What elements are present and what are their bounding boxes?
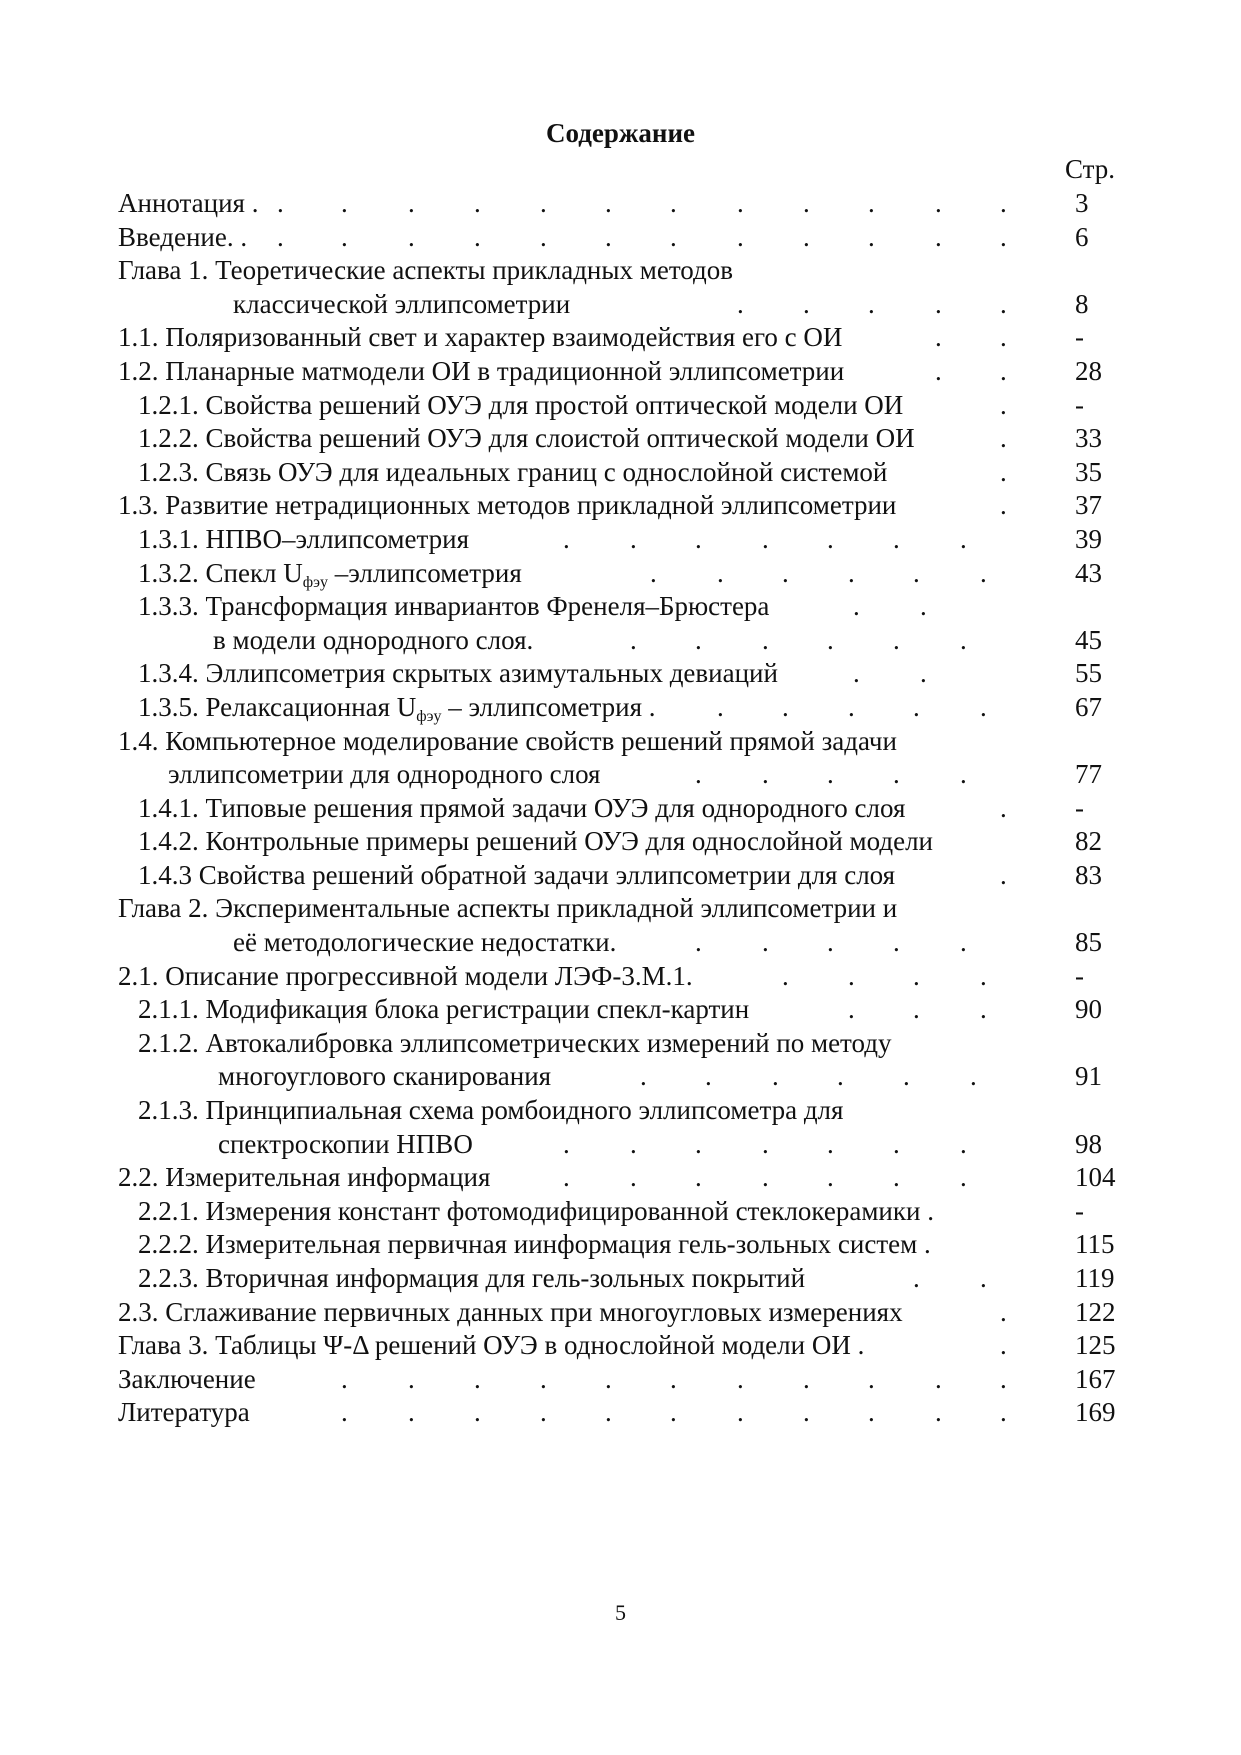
- toc-entry: 1.2.1. Свойства решений ОУЭ для простой оптической модели ОИ . -: [0, 389, 1241, 423]
- toc-entry: 1.4.1. Типовые решения прямой задачи ОУЭ для однородного слоя . -: [0, 792, 1241, 826]
- toc-entry-title: 2.1.1. Модификация блока регистрации спекл-картин: [138, 994, 750, 1025]
- page-number: 5: [615, 1600, 626, 1625]
- toc-entry-page: 37: [1075, 490, 1102, 521]
- toc-entry: 1.3.2. Спекл Uфэу –эллипсометрия . . . . . . 43: [0, 557, 1241, 591]
- toc-entry: 1.2.3. Связь ОУЭ для идеальных границ с однослойной системой . 35: [0, 456, 1241, 490]
- toc-entry-title: 2.1.3. Принципиальная схема ромбоидного эллипсометра для: [138, 1095, 844, 1126]
- toc-entry-title: 1.2.1. Свойства решений ОУЭ для простой оптической модели ОИ: [138, 389, 904, 420]
- toc-entry: Глава 3. Таблицы Ψ-Δ решений ОУЭ в однослойной модели ОИ . . 125: [0, 1329, 1241, 1363]
- toc-entry: 1.2.2. Свойства решений ОУЭ для слоистой оптической модели ОИ . 33: [0, 422, 1241, 456]
- toc-entry-page: 90: [1075, 994, 1102, 1025]
- toc-entry-title: Глава 2. Экспериментальные аспекты прикладной эллипсометрии и: [118, 893, 898, 924]
- toc-entry-page: 3: [1075, 188, 1089, 218]
- toc-entry-title: 1.1. Поляризованный свет и характер взаимодействия его с ОИ: [118, 322, 843, 353]
- toc-entry-page: 45: [1075, 624, 1102, 655]
- toc-entry-title: 1.4.1. Типовые решения прямой задачи ОУЭ для однородного слоя: [138, 792, 906, 823]
- toc-entry-title: классической эллипсометрии: [233, 288, 571, 319]
- toc-title: Содержание: [545, 118, 696, 148]
- toc-entry-title: 1.3. Развитие нетрадиционных методов прикладной эллипсометрии: [118, 490, 897, 521]
- toc-entry-page: 39: [1075, 523, 1102, 554]
- toc-entry: 1.4.3 Свойства решений обратной задачи эллипсометрии для слоя . 83: [0, 859, 1241, 893]
- toc-entry: спектроскопии НПВО . . . . . . . 98: [0, 1128, 1241, 1162]
- toc-entry: [0, 892, 1241, 926]
- toc-entry-title: эллипсометрии для однородного слоя: [168, 759, 601, 790]
- toc-entry: 1.3.3. Трансформация инвариантов Френеля–Брюстера . .: [0, 590, 1241, 624]
- toc-entry: 2.1. Описание прогрессивной модели ЛЭФ-3.М.1. . . . . -: [0, 960, 1241, 994]
- toc-entry-page: -: [1075, 389, 1084, 420]
- toc-entry-page: 125: [1075, 1330, 1116, 1361]
- toc-entry-title: в модели однородного слоя.: [213, 624, 534, 655]
- toc-entry: многоуглового сканирования . . . . . . 91: [0, 1060, 1241, 1094]
- toc-entry-title: 2.3. Сглаживание первичных данных при многоугловых измерениях: [118, 1296, 903, 1327]
- toc-entry: её методологические недостатки. . . . . . 85: [0, 926, 1241, 960]
- toc-entry: [0, 1195, 1241, 1229]
- toc-entry-page: 85: [1075, 927, 1102, 958]
- toc-entry: [0, 254, 1241, 288]
- toc-entry-title: 1.2.2. Свойства решений ОУЭ для слоистой оптической модели ОИ: [138, 423, 915, 454]
- toc-entry-page: 122: [1075, 1296, 1116, 1327]
- toc-entry: 1.2. Планарные матмодели ОИ в традиционной эллипсометрии . . 28: [0, 355, 1241, 389]
- toc-entry-page: 115: [1075, 1229, 1115, 1260]
- toc-entry-page: 83: [1075, 859, 1102, 890]
- toc-entry-page: 8: [1075, 288, 1089, 319]
- toc-entry-title: 1.4. Компьютерное моделирование свойств решений прямой задачи: [118, 725, 897, 756]
- toc-entry-page: 104: [1075, 1162, 1116, 1193]
- toc-entry-title: 1.3.2. Спекл Uфэу –эллипсометрия: [138, 557, 522, 591]
- toc-entry: [0, 1094, 1241, 1128]
- toc-entry-page: 98: [1075, 1128, 1102, 1159]
- toc-entry: [0, 825, 1241, 859]
- toc-entry: 1.1. Поляризованный свет и характер взаимодействия его с ОИ . . -: [0, 321, 1241, 355]
- toc-entry-page: 43: [1075, 557, 1102, 588]
- toc-entry: в модели однородного слоя. . . . . . . 45: [0, 624, 1241, 658]
- toc-entry-title: 1.4.2. Контрольные примеры решений ОУЭ для однослойной модели: [138, 826, 933, 857]
- toc-entry-page: -: [1075, 1195, 1084, 1226]
- toc-entry-title: 1.3.1. НПВО–эллипсометрия: [138, 523, 469, 554]
- toc-entry-title: многоуглового сканирования: [218, 1061, 552, 1092]
- toc-entry-page: 167: [1075, 1363, 1116, 1394]
- toc-entry: [0, 1228, 1241, 1262]
- toc-entry-title: 2.1.2. Автокалибровка эллипсометрических измерений по методу: [138, 1027, 892, 1058]
- toc-entry-title: 1.3.3. Трансформация инвариантов Френеля–Брюстера: [138, 591, 770, 622]
- toc-entry-title: 1.3.5. Релаксационная Uфэу – эллипсометрия .: [138, 691, 656, 725]
- toc-entry-page: 82: [1075, 826, 1102, 857]
- toc-entry-page: 77: [1075, 759, 1102, 790]
- toc-entry: 1.3. Развитие нетрадиционных методов прикладной эллипсометрии . 37: [0, 489, 1241, 523]
- toc-entry-title: Глава 1. Теоретические аспекты прикладных методов: [118, 255, 733, 286]
- toc-entry: Заключение . . . . . . . . . . . 167: [0, 1363, 1241, 1397]
- toc-entry-page: 55: [1075, 658, 1102, 689]
- toc-entry-title: Глава 3. Таблицы Ψ-Δ решений ОУЭ в однослойной модели ОИ .: [118, 1330, 865, 1361]
- toc-entry-page: 35: [1075, 456, 1102, 487]
- toc-entry: Аннотация . . . . . . . . . . . . . 3: [0, 187, 1241, 221]
- toc-entry-title: 2.2. Измерительная информация: [118, 1162, 491, 1193]
- toc-entry: 1.3.1. НПВО–эллипсометрия . . . . . . . 39: [0, 523, 1241, 557]
- toc-entry-title: 2.2.2. Измерительная первичная иинформация гель-зольных систем .: [138, 1229, 931, 1260]
- toc-entry-title: 2.1. Описание прогрессивной модели ЛЭФ-3.М.1.: [118, 960, 693, 991]
- toc-entry-page: 67: [1075, 691, 1102, 722]
- toc-entry-title: 1.3.4. Эллипсометрия скрытых азимутальных девиаций: [138, 658, 778, 689]
- toc-entry: 1.3.4. Эллипсометрия скрытых азимутальных девиаций . . 55: [0, 657, 1241, 691]
- toc-entry-title: Литература: [118, 1397, 250, 1428]
- toc-entry-title: 2.2.1. Измерения констант фотомодифицированной стеклокерамики .: [138, 1195, 934, 1226]
- toc-entry-title: 1.4.3 Свойства решений обратной задачи эллипсометрии для слоя: [138, 859, 896, 890]
- toc-entry-page: 91: [1075, 1061, 1102, 1092]
- toc-entry-title: 1.2. Планарные матмодели ОИ в традиционной эллипсометрии: [118, 355, 845, 386]
- toc-entry-page: 28: [1075, 355, 1102, 386]
- toc-entry-page: -: [1075, 960, 1084, 991]
- toc-entry-page: -: [1075, 322, 1084, 353]
- toc-entry: Введение. . . . . . . . . . . . . . 6: [0, 221, 1241, 255]
- toc-entry: классической эллипсометрии . . . . . 8: [0, 288, 1241, 322]
- toc-entry-title: спектроскопии НПВО: [218, 1128, 473, 1159]
- toc-entry-title: Аннотация .: [118, 188, 259, 218]
- toc-entry-title: 1.2.3. Связь ОУЭ для идеальных границ с однослойной системой: [138, 456, 888, 487]
- toc-entry: [0, 725, 1241, 759]
- toc-entry: 1.3.5. Релаксационная Uфэу – эллипсометрия . . . . . . 67: [0, 691, 1241, 725]
- toc-entry: эллипсометрии для однородного слоя . . . . . 77: [0, 758, 1241, 792]
- toc-entry: 2.1.1. Модификация блока регистрации спекл-картин . . . 90: [0, 993, 1241, 1027]
- toc-entry-page: 119: [1075, 1263, 1115, 1293]
- toc-entry-page: 6: [1075, 221, 1089, 252]
- toc-entry-page: 33: [1075, 423, 1102, 454]
- toc-entry-title: 2.2.3. Вторичная информация для гель-зольных покрытий: [138, 1263, 806, 1293]
- toc-entry: Литература . . . . . . . . . . . 169: [0, 1396, 1241, 1430]
- toc-entry-title: Заключение: [118, 1363, 256, 1394]
- toc-entry-title: Введение. .: [118, 221, 248, 252]
- table-of-contents: [0, 187, 1241, 1430]
- toc-entry-title: её методологические недостатки.: [233, 927, 617, 958]
- toc-entry: 2.2.3. Вторичная информация для гель-зольных покрытий . . 119: [0, 1262, 1241, 1296]
- page-column-header: Стр.: [1065, 154, 1116, 184]
- toc-entry: 2.2. Измерительная информация . . . . . . . 104: [0, 1161, 1241, 1195]
- toc-entry-page: 169: [1075, 1397, 1116, 1428]
- toc-entry-page: -: [1075, 792, 1084, 823]
- toc-entry: 2.3. Сглаживание первичных данных при многоугловых измерениях . 122: [0, 1296, 1241, 1330]
- toc-entry: [0, 1027, 1241, 1061]
